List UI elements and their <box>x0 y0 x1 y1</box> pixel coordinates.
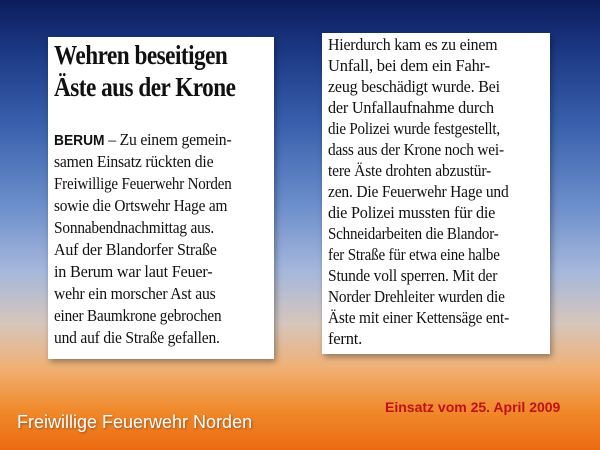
article-line-4: sowie die Ortswehr Hage am <box>54 196 228 215</box>
article-line-8: wehr ein morscher Ast aus <box>54 284 216 303</box>
article-line-1-text: – Zu einem gemein- <box>104 130 232 149</box>
article-line-20: Schneidarbeiten die Blandor- <box>328 224 499 243</box>
article-line-6: Auf der Blandorfer Straße <box>54 240 217 259</box>
organization-caption: Freiwillige Feuerwehr Norden <box>17 412 253 432</box>
article-line-12: Unfall, bei dem ein Fahr- <box>328 56 490 75</box>
article-line-9: einer Baumkrone gebrochen <box>54 306 222 325</box>
article-line-14: der Unfallaufnahme durch <box>328 98 494 117</box>
article-line-10: und auf die Straße gefallen. <box>54 328 220 347</box>
article-line-7: in Berum war laut Feuer- <box>54 262 213 281</box>
headline-line-1: Wehren beseitigen <box>54 40 228 70</box>
article-line-19: die Polizei mussten für die <box>328 203 496 222</box>
article-line-5: Sonnabendnachmittag aus. <box>54 218 215 237</box>
article-line-25: fernt. <box>328 329 363 348</box>
date-caption: Einsatz vom 25. April 2009 <box>385 399 561 415</box>
article-line-17: tere Äste drohten abzustür- <box>328 161 492 180</box>
article-line-11: Hierdurch kam es zu einem <box>328 35 498 54</box>
article-line-22: Stunde voll sperren. Mit der <box>328 266 498 285</box>
article-line-2: samen Einsatz rückten die <box>54 152 214 171</box>
article-line-16: dass aus der Krone noch wei- <box>328 140 504 159</box>
article-line-24: Äste mit einer Kettensäge ent- <box>328 308 510 327</box>
dateline-kicker: BERUM <box>54 133 105 149</box>
article-line-1 <box>54 130 231 151</box>
newspaper-clipping-right <box>322 33 550 354</box>
article-line-18: zen. Die Feuerwehr Hage und <box>328 182 509 201</box>
article-line-23: Norder Drehleiter wurden die <box>328 287 505 306</box>
newspaper-clipping-left <box>48 37 274 359</box>
article-line-13: zeug beschädigt wurde. Bei <box>328 77 500 96</box>
article-line-21: fer Straße für etwa eine halbe <box>328 245 500 264</box>
headline-line-2: Äste aus der Krone <box>54 72 236 102</box>
article-line-15: die Polizei wurde festgestellt, <box>328 119 500 138</box>
article-line-3: Freiwillige Feuerwehr Norden <box>54 174 232 193</box>
